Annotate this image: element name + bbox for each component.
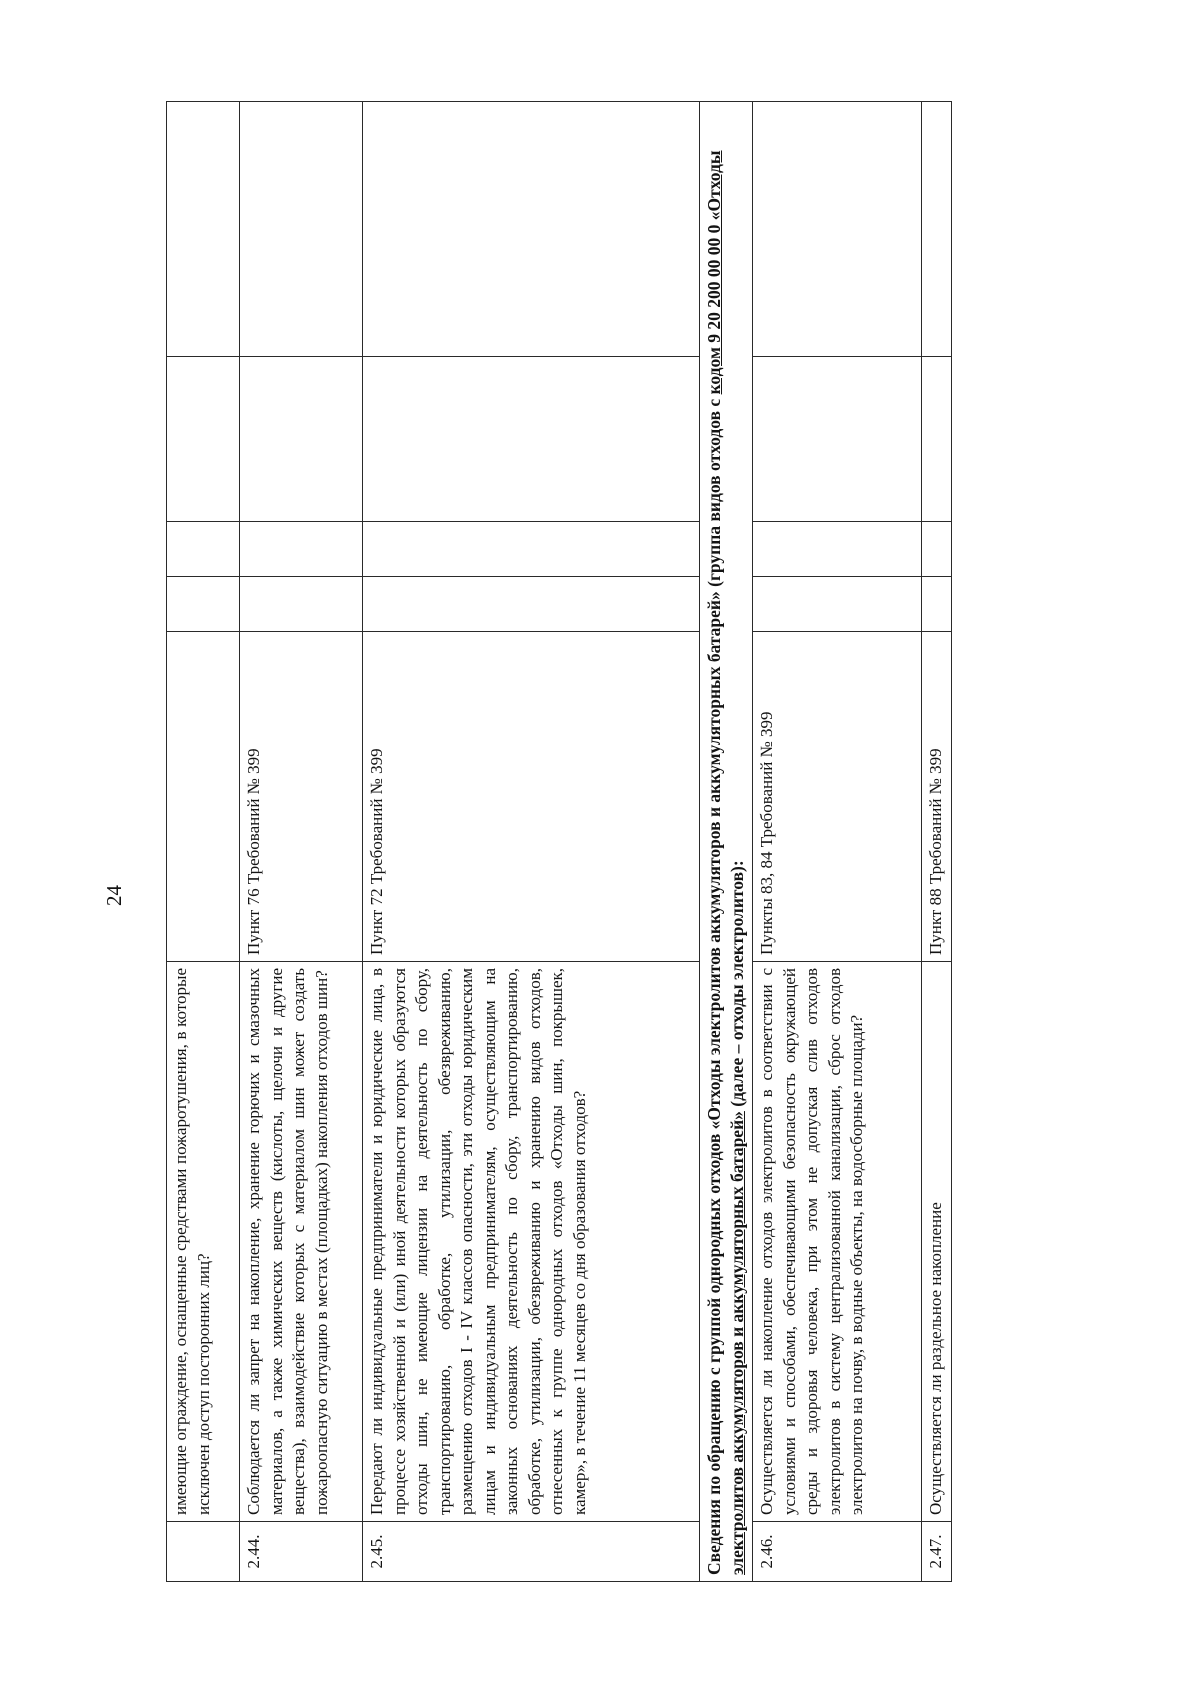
question-cell: имеющие ограждение, оснащенные средствами пожаротушения, в которые исключен доступ посторонних лиц? bbox=[167, 962, 240, 1522]
section-heading-part1: Сведения по обращению с группой однородных отходов «Отходы электролитов аккумуляторов и аккумуляторных батарей» (группа видов отходов с bbox=[704, 394, 724, 1575]
answer-cell-no[interactable] bbox=[240, 522, 363, 577]
page-number: 24 bbox=[102, 885, 126, 907]
question-cell: Осуществляется ли накопление отходов электролитов в соответствии с условиями и способами, обеспечивающими безопасность окружающей среды и здоровья человека, при этом не допуская слив отходов электролитов в систему централизованной канализации, сброс отходов электролитов на почву, в водные объекты, на водосборные площади? bbox=[753, 962, 922, 1522]
table-row bbox=[922, 102, 952, 1582]
section-heading-code: кодом 9 20 200 00 00 0 «Отходы электролитов аккумуляторов и аккумуляторных батарей» bbox=[704, 150, 747, 1575]
table-row bbox=[753, 102, 922, 1582]
answer-cell-yes[interactable] bbox=[240, 577, 363, 632]
row-number: 2.45. bbox=[363, 1522, 700, 1582]
row-number bbox=[167, 1522, 240, 1582]
answer-cell-yes[interactable] bbox=[363, 577, 700, 632]
answer-cell-not-applicable[interactable] bbox=[167, 357, 240, 522]
notes-cell[interactable] bbox=[240, 102, 363, 357]
answer-cell-no[interactable] bbox=[922, 522, 952, 577]
question-cell: Передают ли индивидуальные предприниматели и юридические лица, в процессе хозяйственной и (или) иной деятельности которых образуются отходы шин, не имеющие лицензии на деятельность по сбору, транспортированию, обработке, утилизации, обезвреживанию, размещению отходов I - IV классов опасности, эти отходы юридическим лицам и индивидуальным предпринимателям, осуществляющим на законных основаниях деятельность по сбору, транспортированию, обработке, утилизации, обезвреживанию и хранению видов отходов, отнесенных к группе однородных отходов «Отходы шин, покрышек, камер», в течение 11 месяцев со дня образования отходов? bbox=[363, 962, 700, 1522]
row-number: 2.47. bbox=[922, 1522, 952, 1582]
answer-cell-yes[interactable] bbox=[753, 577, 922, 632]
table-row bbox=[363, 102, 700, 1582]
row-number: 2.46. bbox=[753, 1522, 922, 1582]
notes-cell[interactable] bbox=[363, 102, 700, 357]
rotated-table-container bbox=[166, 102, 1080, 1582]
answer-cell-no[interactable] bbox=[167, 522, 240, 577]
row-number: 2.44. bbox=[240, 1522, 363, 1582]
question-cell: Соблюдается ли запрет на накопление, хранение горючих и смазочных материалов, а также химических веществ (кислоты, щелочи и другие вещества), взаимодействие которых с материалом шин может создать пожароопасную ситуацию в местах (площадках) накопления отходов шин? bbox=[240, 962, 363, 1522]
answer-cell-yes[interactable] bbox=[167, 577, 240, 632]
answer-cell-no[interactable] bbox=[753, 522, 922, 577]
table-row bbox=[240, 102, 363, 1582]
section-heading bbox=[700, 102, 753, 1582]
answer-cell-not-applicable[interactable] bbox=[363, 357, 700, 522]
notes-cell[interactable] bbox=[753, 102, 922, 357]
answer-cell-not-applicable[interactable] bbox=[922, 357, 952, 522]
section-heading-part3: (далее – отходы электролитов): bbox=[727, 860, 747, 1112]
answer-cell-not-applicable[interactable] bbox=[240, 357, 363, 522]
notes-cell[interactable] bbox=[922, 102, 952, 357]
answer-cell-no[interactable] bbox=[363, 522, 700, 577]
reference-cell: Пункт 72 Требований № 399 bbox=[363, 632, 700, 962]
section-header-row bbox=[700, 102, 753, 1582]
checklist-table bbox=[166, 101, 952, 1582]
reference-cell bbox=[167, 632, 240, 962]
question-cell: Осуществляется ли раздельное накопление bbox=[922, 962, 952, 1522]
answer-cell-not-applicable[interactable] bbox=[753, 357, 922, 522]
notes-cell[interactable] bbox=[167, 102, 240, 357]
reference-cell: Пункт 76 Требований № 399 bbox=[240, 632, 363, 962]
reference-cell: Пункты 83, 84 Требований № 399 bbox=[753, 632, 922, 962]
table-row bbox=[167, 102, 240, 1582]
reference-cell: Пункт 88 Требований № 399 bbox=[922, 632, 952, 962]
answer-cell-yes[interactable] bbox=[922, 577, 952, 632]
